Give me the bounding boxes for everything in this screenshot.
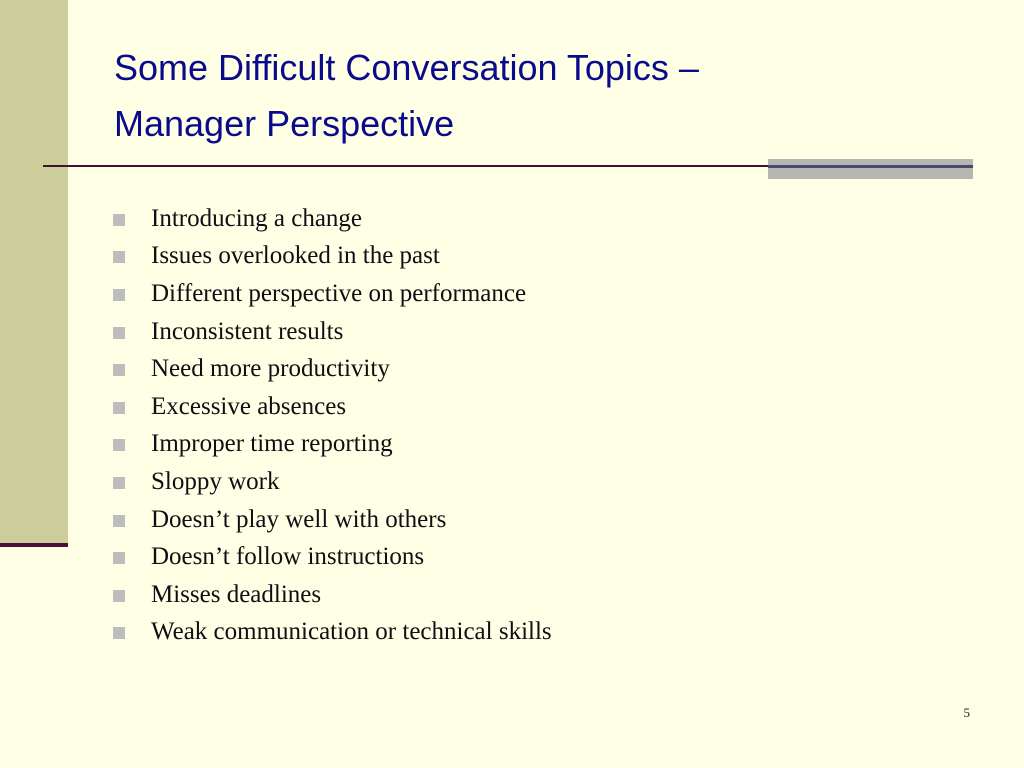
bullet-item <box>113 275 552 313</box>
left-decorative-band <box>0 0 68 546</box>
bullet-text: Sloppy work <box>151 467 280 495</box>
square-bullet-icon <box>113 477 125 489</box>
title-divider-accent-bar <box>768 159 973 179</box>
square-bullet-icon <box>113 590 125 602</box>
square-bullet-icon <box>113 327 125 339</box>
square-bullet-icon <box>113 289 125 301</box>
bullet-item <box>113 576 552 614</box>
bullet-text: Doesn’t play well with others <box>151 505 447 533</box>
bullet-text: Issues overlooked in the past <box>151 242 440 270</box>
bullet-text: Weak communication or technical skills <box>151 618 552 646</box>
bullet-text: Excessive absences <box>151 392 347 420</box>
square-bullet-icon <box>113 627 125 639</box>
slide-title-line-2: Manager Perspective <box>114 103 455 144</box>
square-bullet-icon <box>113 364 125 376</box>
bullet-text: Different perspective on performance <box>151 279 527 307</box>
slide-title <box>114 40 994 152</box>
square-bullet-icon <box>113 515 125 527</box>
slide-title-line-1: Some Difficult Conversation Topics – <box>114 47 699 88</box>
bullet-item <box>113 463 552 501</box>
bullet-item <box>113 538 552 576</box>
square-bullet-icon <box>113 214 125 226</box>
bullet-list <box>113 200 552 651</box>
square-bullet-icon <box>113 439 125 451</box>
bullet-item <box>113 614 552 652</box>
bullet-text: Misses deadlines <box>151 580 322 608</box>
bullet-item <box>113 501 552 539</box>
bullet-item <box>113 313 552 351</box>
bullet-item <box>113 238 552 276</box>
bullet-item <box>113 350 552 388</box>
left-band-accent-line <box>0 543 68 547</box>
title-divider-line <box>43 165 768 167</box>
square-bullet-icon <box>113 251 125 263</box>
page-number: 5 <box>963 705 970 720</box>
bullet-text: Improper time reporting <box>151 430 393 458</box>
bullet-item <box>113 200 552 238</box>
bullet-item <box>113 388 552 426</box>
square-bullet-icon <box>113 402 125 414</box>
bullet-item <box>113 426 552 464</box>
square-bullet-icon <box>113 552 125 564</box>
bullet-text: Need more productivity <box>151 355 390 383</box>
title-divider-accent-line <box>768 165 973 168</box>
bullet-text: Inconsistent results <box>151 317 344 345</box>
bullet-text: Introducing a change <box>151 204 363 232</box>
bullet-text: Doesn’t follow instructions <box>151 543 425 571</box>
